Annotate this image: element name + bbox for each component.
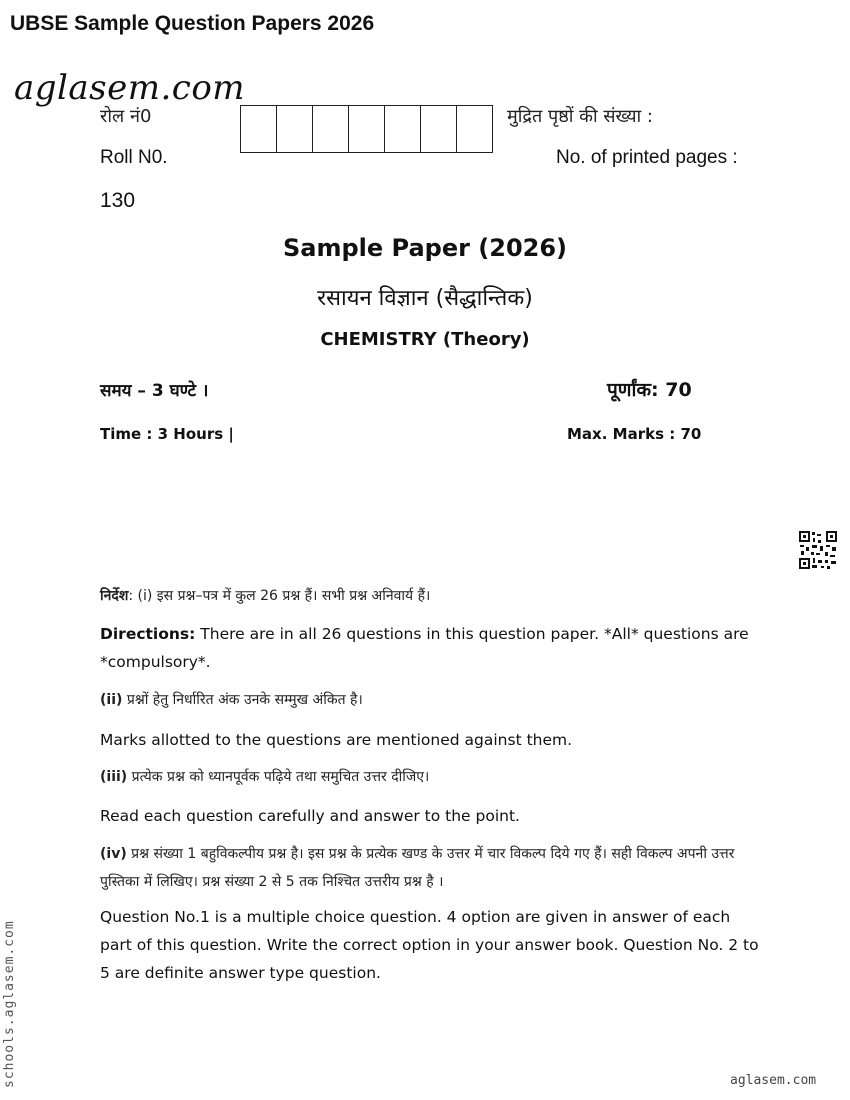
instruction-iv-hindi-text: प्रश्न संख्या 1 बहुविकल्पीय प्रश्न है। इस प्रश्न के प्रत्येक खण्ड के उत्तर में चार विकल्प दिये गए हैं। सही विकल्प अपनी उत्तर पुस्तिका में लिखिए। प्रश्न संख्या 2 से 5 तक निश्चित उत्तरीय प्रश्न है । bbox=[100, 846, 735, 890]
instruction-i-hindi bbox=[100, 582, 760, 610]
aglasem-logo: aglasem.com bbox=[14, 68, 246, 108]
time-label: Time : 3 Hours | bbox=[100, 425, 234, 443]
roll-number-box bbox=[385, 106, 421, 152]
instruction-i-english-text: There are in all 26 questions in this question paper. *All* questions are *compulsory*. bbox=[100, 625, 749, 671]
side-watermark: schools.aglasem.com bbox=[2, 920, 17, 1088]
printed-pages-label: No. of printed pages : bbox=[556, 147, 738, 168]
instruction-iv-english: Question No.1 is a multiple choice question. 4 option are given in answer of each part of this question. Write the correct option in your answer book. Question No. 2 to 5 are definite answer type question. bbox=[100, 908, 759, 982]
instruction-number: (ii) bbox=[100, 692, 123, 708]
instruction-iv-hindi bbox=[100, 840, 760, 896]
roll-number-box bbox=[421, 106, 457, 152]
roll-number-box bbox=[349, 106, 385, 152]
paper-code: 130 bbox=[100, 189, 136, 212]
instruction-number: (iv) bbox=[100, 846, 127, 862]
instruction-i-english bbox=[100, 620, 760, 676]
time-label-hindi: समय – 3 घण्टे । bbox=[100, 381, 209, 401]
directions-heading: Directions: bbox=[100, 625, 196, 643]
instruction-heading-hindi: निर्देश bbox=[100, 588, 129, 604]
instruction-i-hindi-text: : (i) इस प्रश्न–पत्र में कुल 26 प्रश्न हैं। सभी प्रश्न अनिवार्य हैं। bbox=[128, 588, 431, 604]
qr-code-icon bbox=[798, 530, 838, 570]
subject-title-hindi: रसायन विज्ञान (सैद्धान्तिक) bbox=[317, 286, 533, 311]
max-marks-label-hindi: पूर्णांक: 70 bbox=[607, 379, 692, 401]
roll-number-box bbox=[241, 106, 277, 152]
max-marks-label: Max. Marks : 70 bbox=[567, 425, 702, 443]
instruction-ii-hindi bbox=[100, 686, 760, 714]
roll-number-label: Roll N0. bbox=[100, 147, 168, 168]
roll-number-box bbox=[457, 106, 492, 152]
roll-number-label-hindi: रोल नं0 bbox=[100, 106, 152, 127]
instruction-ii-hindi-text: प्रश्नों हेतु निर्धारित अंक उनके सम्मुख अंकित है। bbox=[122, 692, 363, 708]
roll-number-box bbox=[313, 106, 349, 152]
subject-title: CHEMISTRY (Theory) bbox=[320, 329, 530, 350]
instruction-iii-english: Read each question carefully and answer to the point. bbox=[100, 807, 520, 825]
instruction-ii-english: Marks allotted to the questions are mentioned against them. bbox=[100, 731, 573, 749]
document-header-title: UBSE Sample Question Papers 2026 bbox=[10, 12, 375, 35]
instruction-iii-hindi bbox=[100, 763, 760, 791]
roll-number-boxes bbox=[240, 105, 493, 153]
bottom-watermark: aglasem.com bbox=[730, 1073, 817, 1088]
roll-number-box bbox=[277, 106, 313, 152]
printed-pages-label-hindi: मुद्रित पृष्ठों की संख्या : bbox=[507, 106, 653, 127]
paper-title: Sample Paper (2026) bbox=[282, 234, 568, 262]
instruction-iii-hindi-text: प्रत्येक प्रश्न को ध्यानपूर्वक पढ़िये तथा समुचित उत्तर दीजिए। bbox=[127, 769, 430, 785]
instruction-number: (iii) bbox=[100, 769, 128, 785]
